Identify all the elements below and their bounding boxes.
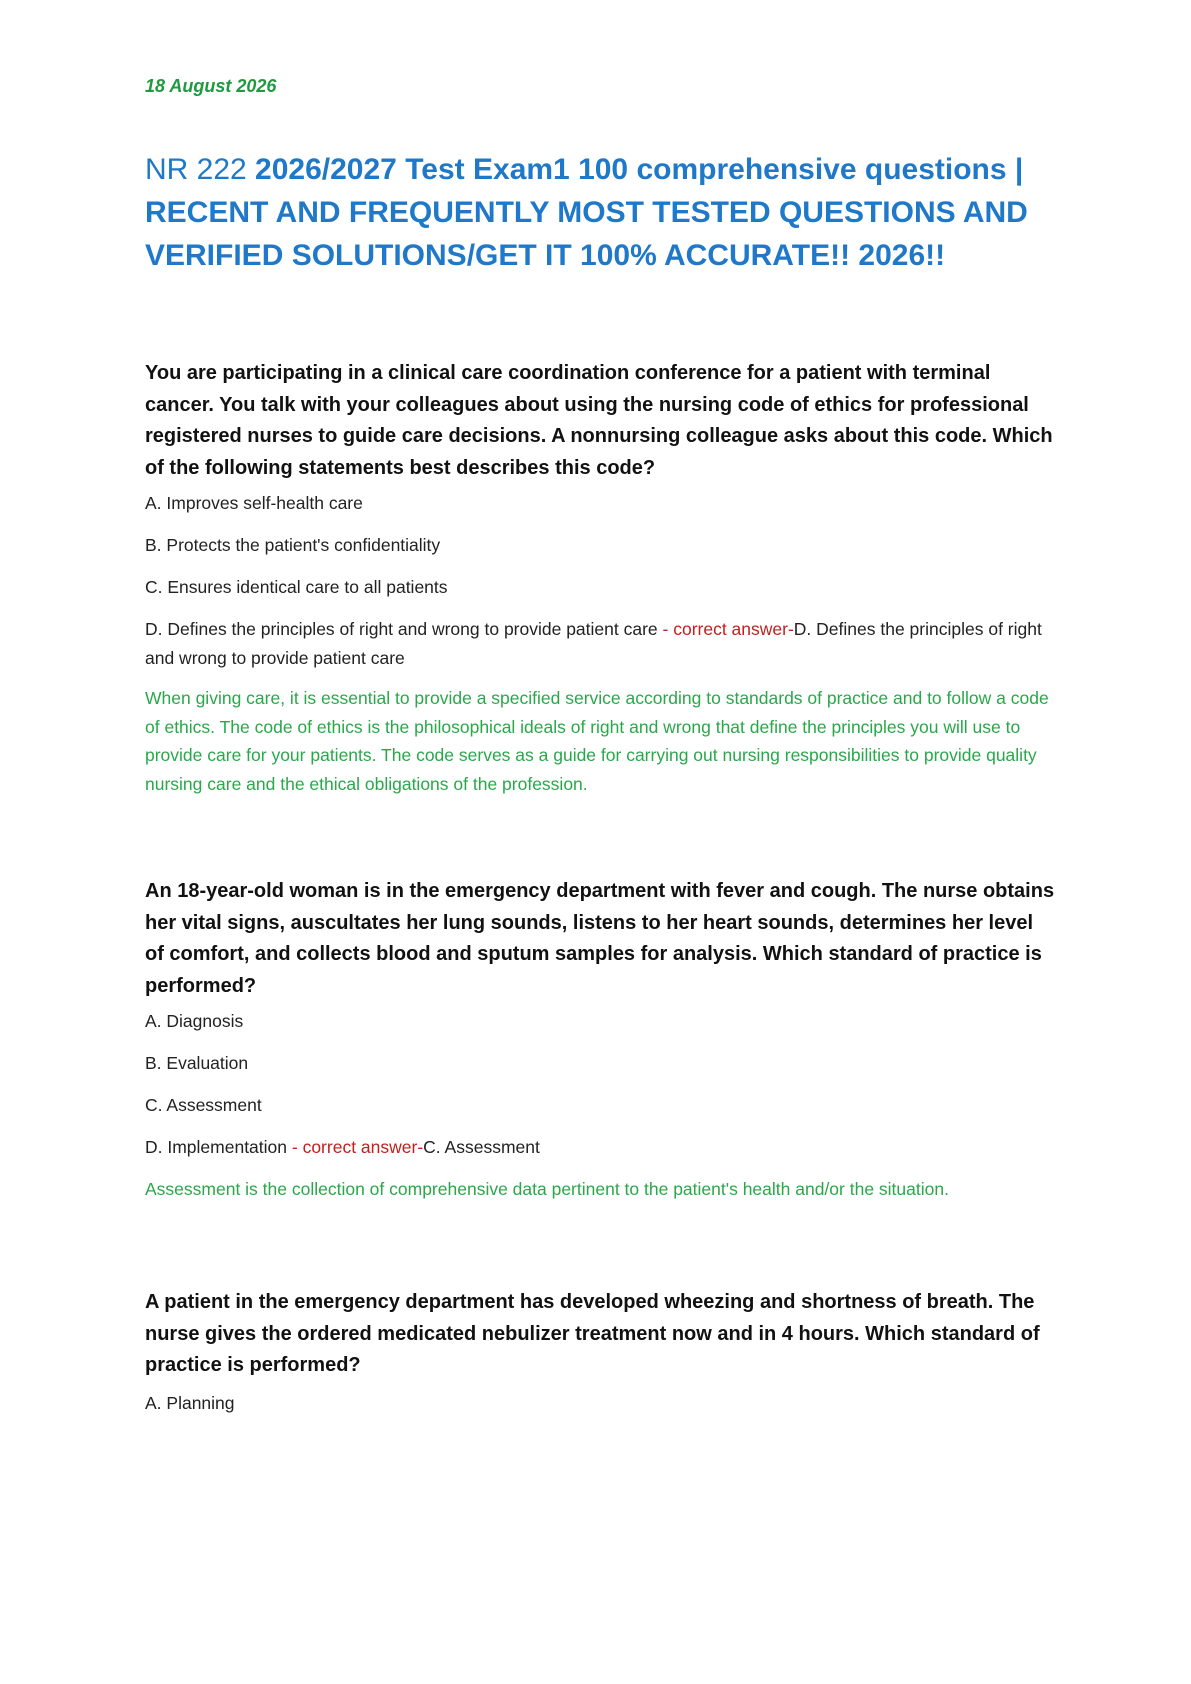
document-title bbox=[145, 148, 1045, 277]
correct-answer-marker: - correct answer- bbox=[287, 1137, 424, 1157]
question-1-option-c: C. Ensures identical care to all patients bbox=[145, 577, 448, 597]
question-1-explanation: When giving care, it is essential to provide a specified service according to standards of practice and to follow a code of ethics. The code of ethics is the philosophical ideals of right and wrong that define the principles you will use to provide care for your patients. The code serves as a guide for carrying out nursing responsibilities to provide quality nursing care and the ethical obligations of the profession. bbox=[145, 688, 1049, 794]
correct-answer: D. Defines the principles of right and wrong to provide patient care bbox=[145, 619, 1042, 668]
question-2-explanation: Assessment is the collection of comprehensive data pertinent to the patient's health and/or the situation. bbox=[145, 1179, 949, 1199]
question-1-text: You are participating in a clinical care coordination conference for a patient with terminal cancer. You talk with your colleagues about using the nursing code of ethics for professional registered nurses to guide care decisions. A nonnursing colleague asks about this code. Which of the following statements best describes this code? bbox=[145, 362, 1053, 479]
question-3-option-a: A. Planning bbox=[145, 1393, 235, 1413]
question-1-option-d bbox=[145, 615, 1055, 672]
document-date: 18 August 2026 bbox=[145, 76, 277, 96]
question-2-option-c: C. Assessment bbox=[145, 1095, 262, 1115]
question-2-option-d bbox=[145, 1133, 1055, 1162]
question-1-option-a: A. Improves self-health care bbox=[145, 493, 363, 513]
title-text: 2026/2027 Test Exam1 100 comprehensive questions | RECENT AND FREQUENTLY MOST TESTED QUESTIONS AND VERIFIED SOLUTIONS/GET IT 100% ACCURATE!! 2026!! bbox=[145, 153, 1028, 272]
title-course-code: NR 222 bbox=[145, 153, 247, 186]
correct-answer: C. Assessment bbox=[423, 1137, 540, 1157]
question-1-option-b: B. Protects the patient's confidentiality bbox=[145, 535, 441, 555]
question-2-text: An 18-year-old woman is in the emergency department with fever and cough. The nurse obtains her vital signs, auscultates her lung sounds, listens to her heart sounds, determines her level of comfort, and collects blood and sputum samples for analysis. Which standard of practice is performed? bbox=[145, 880, 1055, 997]
question-3-text: A patient in the emergency department has developed wheezing and shortness of breath. The nurse gives the ordered medicated nebulizer treatment now and in 4 hours. Which standard of practice is performed? bbox=[145, 1291, 1040, 1376]
option-text: D. Implementation bbox=[145, 1137, 288, 1157]
correct-answer-marker: - correct answer- bbox=[657, 619, 794, 639]
question-2-option-a: A. Diagnosis bbox=[145, 1011, 244, 1031]
question-2-option-b: B. Evaluation bbox=[145, 1053, 249, 1073]
option-text: D. Defines the principles of right and wrong to provide patient care bbox=[145, 619, 658, 639]
